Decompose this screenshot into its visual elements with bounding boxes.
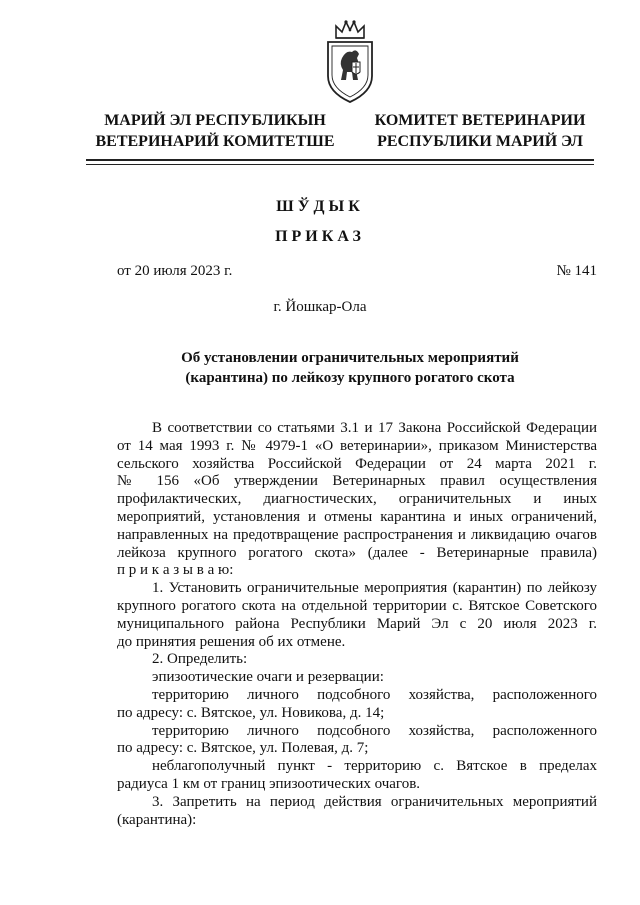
body-line: № 156 «Об утверждении Ветеринарных правил осуществления (117, 473, 597, 490)
body-line: от 14 мая 1993 г. № 4979-1 «О ветеринарии», приказом Министерства (117, 437, 597, 454)
header-divider-thin (86, 164, 594, 165)
document-city: г. Йошкар-Ола (273, 299, 367, 315)
document-number: № 141 (556, 263, 597, 279)
header-right-line-2: РЕСПУБЛИКИ МАРИЙ ЭЛ (377, 133, 583, 150)
document-body (117, 420, 597, 829)
document-subject (100, 348, 600, 388)
body-line: направленных на предотвращение распространения и ликвидацию очагов (117, 526, 597, 543)
body-line-prikazyvayu: п р и к а з ы в а ю: (117, 562, 234, 579)
body-line: лейкоза крупного рогатого скота» (далее - Ветеринарные правила) (117, 544, 597, 561)
body-line: территорию личного подсобного хозяйства, расположенного (152, 686, 597, 703)
body-line: муниципального района Республики Марий Эл с 20 июля 2023 г. (117, 615, 597, 632)
body-line: неблагополучный пункт - территорию с. Вятское в пределах (152, 758, 597, 775)
body-line: 2. Определить: (152, 651, 248, 668)
body-line: по адресу: с. Вятское, ул. Новикова, д. 14; (117, 704, 385, 721)
coat-of-arms-emblem (322, 18, 378, 104)
header-right-russian (345, 110, 615, 152)
body-line: до принятия решения об их отмене. (117, 633, 346, 650)
header-divider-thick (86, 159, 594, 161)
header-right-line-1: КОМИТЕТ ВЕТЕРИНАРИИ (374, 112, 586, 129)
subject-line-1: Об установлении ограничительных мероприятий (181, 350, 519, 366)
body-line: по адресу: с. Вятское, ул. Полевая, д. 7; (117, 740, 369, 757)
body-line: радиуса 1 км от границ эпизоотических очагов. (117, 775, 421, 792)
body-line: профилактических, диагностических, ограничительных и иных (117, 491, 597, 508)
body-line: территорию личного подсобного хозяйства, расположенного (152, 722, 597, 739)
header-left-line-1: МАРИЙ ЭЛ РЕСПУБЛИКЫН (104, 112, 326, 129)
header-left-mari (60, 110, 370, 152)
header-left-line-2: ВЕТЕРИНАРИЙ КОМИТЕТШЕ (95, 133, 335, 150)
document-type-mari: ШЎДЫК (276, 198, 364, 215)
body-line: эпизоотические очаги и резервации: (152, 669, 384, 686)
document-type-russian: ПРИКАЗ (275, 228, 365, 245)
body-line: 3. Запретить на период действия ограничительных мероприятий (152, 793, 597, 810)
document-date: от 20 июля 2023 г. (117, 263, 233, 279)
body-line: В соответствии со статьями 3.1 и 17 Закона Российской Федерации (152, 420, 597, 436)
body-line: 1. Установить ограничительные мероприятия (карантин) по лейкозу (152, 580, 597, 597)
body-line: крупного рогатого скота на отдельной территории с. Вятское Советского (117, 597, 597, 614)
body-line: мероприятий, установления и отмены карантина и иных ограничений, (117, 508, 597, 525)
subject-line-2: (карантина) по лейкозу крупного рогатого скота (185, 370, 515, 386)
body-line: (карантина): (117, 811, 197, 828)
body-line: сельского хозяйства Российской Федерации от 24 марта 2021 г. (117, 455, 597, 472)
